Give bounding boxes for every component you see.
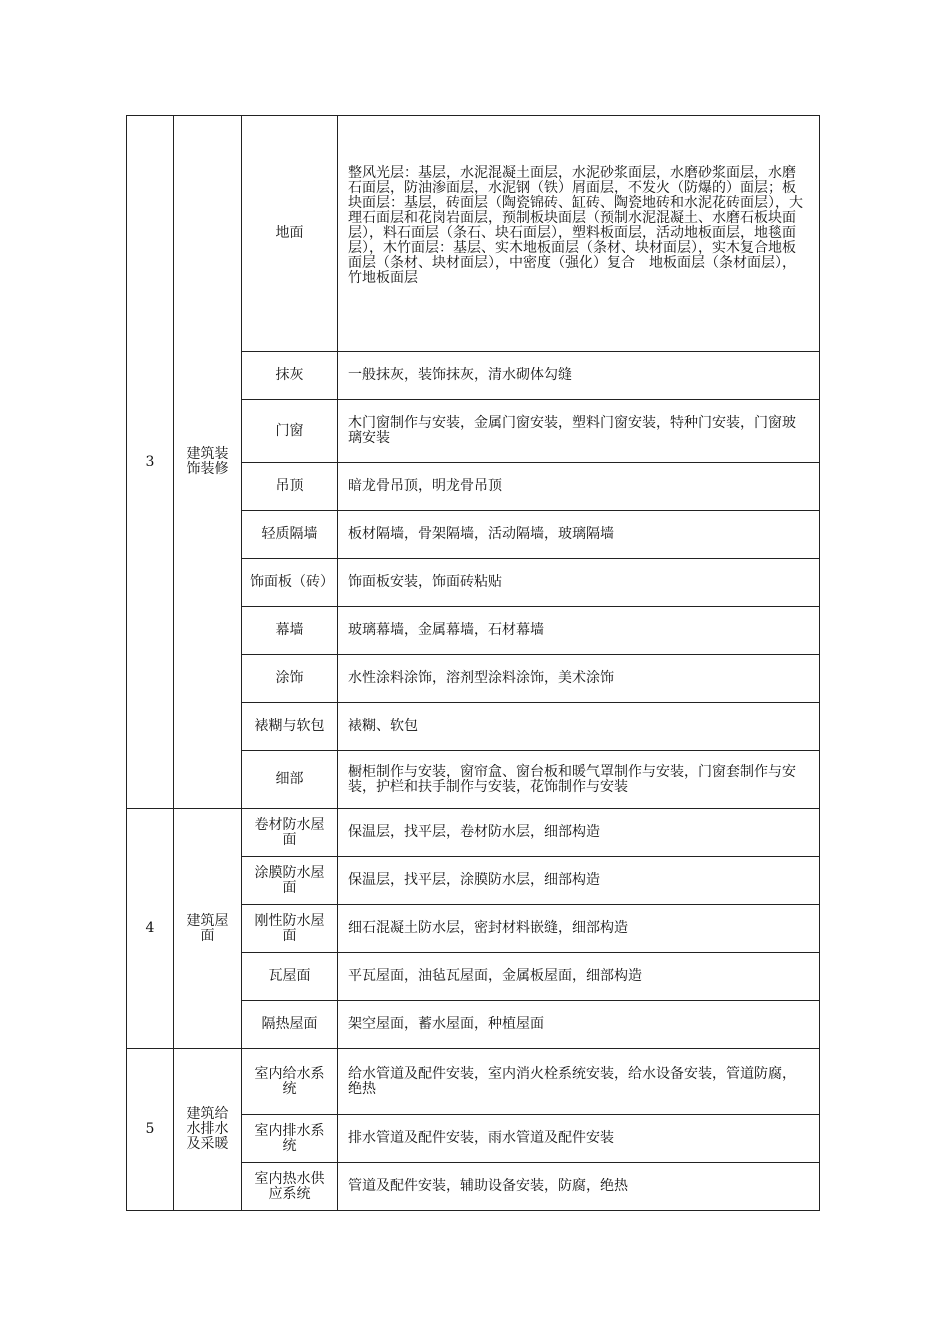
sub-item-desc: 给水管道及配件安装，室内消火栓系统安装，给水设备安装，管道防腐，绝热 bbox=[338, 1049, 820, 1115]
construction-division-table bbox=[126, 115, 820, 1211]
sub-item-desc: 裱糊、软包 bbox=[338, 703, 820, 751]
sub-item-desc: 一般抹灰，装饰抹灰，清水砌体勾缝 bbox=[338, 352, 820, 400]
group-number: 3 bbox=[127, 116, 174, 809]
sub-item-name: 吊顶 bbox=[242, 463, 338, 511]
sub-item-name: 抹灰 bbox=[242, 352, 338, 400]
sub-item-desc: 玻璃幕墙，金属幕墙，石材幕墙 bbox=[338, 607, 820, 655]
sub-item-desc: 平瓦屋面，油毡瓦屋面，金属板屋面，细部构造 bbox=[338, 953, 820, 1001]
sub-item-desc: 橱柜制作与安装，窗帘盒、窗台板和暖气罩制作与安装，门窗套制作与安装，护栏和扶手制作与安装，花饰制作与安装 bbox=[338, 751, 820, 809]
sub-item-desc: 整风光层：基层，水泥混凝土面层，水泥砂浆面层，水磨砂浆面层，水磨石面层，防油渗面层，水泥钢（铁）屑面层，不发火（防爆的）面层；板块面层：基层，砖面层（陶瓷锦砖、缸砖、陶瓷地砖和水泥花砖面层），大理石面层和花岗岩面层，预制板块面层（预制水泥混凝土、水磨石板块面层），料石面层（条石、块石面层），塑料板面层，活动地板面层，地毯面层），木竹面层：基层、实木地板面层（条材、块材面层），实木复合地板面层（条材、块材面层），中密度（强化）复合 地板面层（条材面层），竹地板面层 bbox=[338, 116, 820, 352]
group-number: 5 bbox=[127, 1049, 174, 1211]
sub-item-name: 隔热屋面 bbox=[242, 1001, 338, 1049]
group-title: 建筑屋面 bbox=[174, 809, 242, 1049]
sub-item-name: 室内热水供应系统 bbox=[242, 1163, 338, 1211]
sub-item-desc: 保温层，找平层，卷材防水层，细部构造 bbox=[338, 809, 820, 857]
sub-item-name: 细部 bbox=[242, 751, 338, 809]
sub-item-desc: 暗龙骨吊顶，明龙骨吊顶 bbox=[338, 463, 820, 511]
group-title: 建筑给水排水及采暖 bbox=[174, 1049, 242, 1211]
sub-item-name: 裱糊与软包 bbox=[242, 703, 338, 751]
group-title: 建筑装饰装修 bbox=[174, 116, 242, 809]
sub-item-name: 地面 bbox=[242, 116, 338, 352]
sub-item-desc: 保温层，找平层，涂膜防水层，细部构造 bbox=[338, 857, 820, 905]
sub-item-name: 室内给水系统 bbox=[242, 1049, 338, 1115]
sub-item-name: 卷材防水屋面 bbox=[242, 809, 338, 857]
sub-item-desc: 板材隔墙，骨架隔墙，活动隔墙，玻璃隔墙 bbox=[338, 511, 820, 559]
table-row bbox=[127, 1049, 820, 1115]
sub-item-desc: 架空屋面，蓄水屋面，种植屋面 bbox=[338, 1001, 820, 1049]
sub-item-name: 饰面板（砖） bbox=[242, 559, 338, 607]
sub-item-name: 轻质隔墙 bbox=[242, 511, 338, 559]
sub-item-name: 涂饰 bbox=[242, 655, 338, 703]
table-row bbox=[127, 116, 820, 352]
sub-item-name: 瓦屋面 bbox=[242, 953, 338, 1001]
sub-item-name: 幕墙 bbox=[242, 607, 338, 655]
sub-item-desc: 水性涂料涂饰，溶剂型涂料涂饰，美术涂饰 bbox=[338, 655, 820, 703]
sub-item-desc: 木门窗制作与安装，金属门窗安装，塑料门窗安装，特种门安装，门窗玻璃安装 bbox=[338, 400, 820, 463]
sub-item-name: 涂膜防水屋面 bbox=[242, 857, 338, 905]
group-number: 4 bbox=[127, 809, 174, 1049]
sub-item-name: 刚性防水屋面 bbox=[242, 905, 338, 953]
sub-item-name: 门窗 bbox=[242, 400, 338, 463]
sub-item-desc: 管道及配件安装，辅助设备安装，防腐，绝热 bbox=[338, 1163, 820, 1211]
sub-item-name: 室内排水系统 bbox=[242, 1115, 338, 1163]
sub-item-desc: 排水管道及配件安装，雨水管道及配件安装 bbox=[338, 1115, 820, 1163]
sub-item-desc: 饰面板安装，饰面砖粘贴 bbox=[338, 559, 820, 607]
table-row bbox=[127, 809, 820, 857]
sub-item-desc: 细石混凝土防水层，密封材料嵌缝，细部构造 bbox=[338, 905, 820, 953]
